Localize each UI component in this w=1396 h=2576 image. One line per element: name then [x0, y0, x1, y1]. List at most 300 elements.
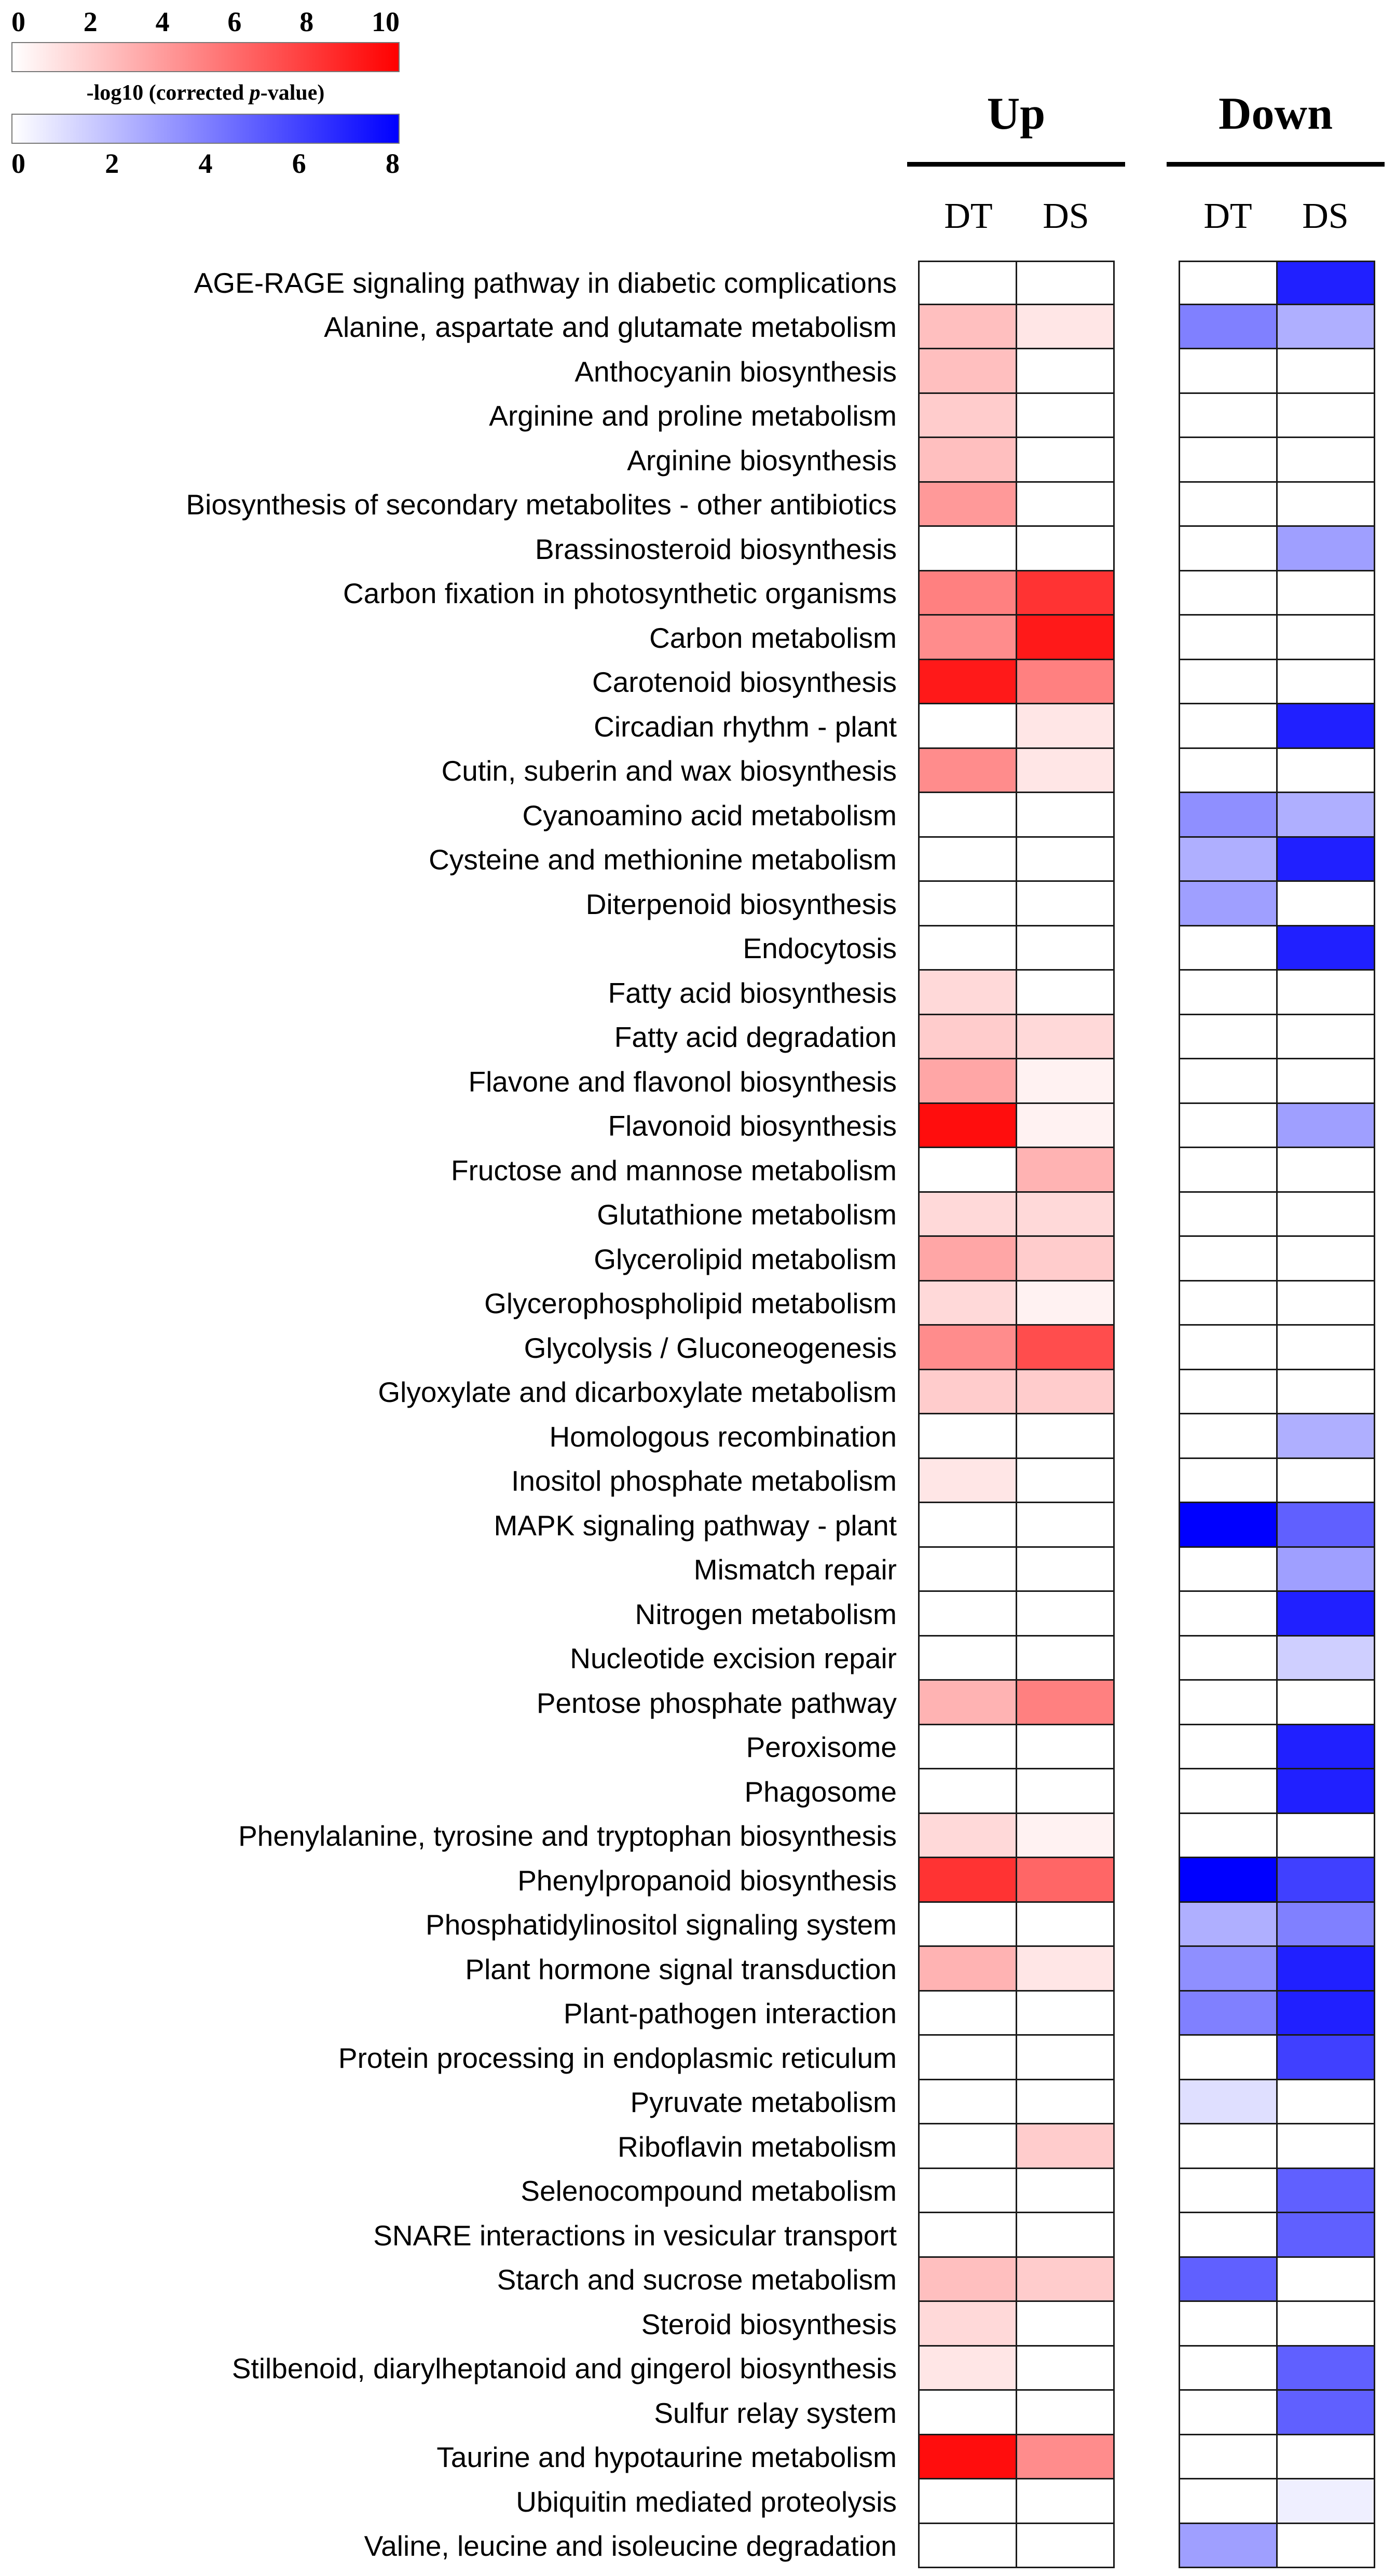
cell-down-ds [1278, 1992, 1375, 2036]
tick-label: 8 [386, 147, 400, 179]
cell-down-dt [1180, 1637, 1278, 1681]
colorbar-legend [11, 7, 400, 178]
up-cell-group [918, 704, 1115, 749]
pathway-label: Stilbenoid, diarylheptanoid and gingerol biosynthesis [231, 2352, 897, 2385]
cell-up-dt [920, 1282, 1017, 1326]
pathway-row [0, 2524, 1375, 2569]
up-cell-group [918, 1725, 1115, 1770]
cell-down-dt [1180, 1148, 1278, 1193]
cell-up-ds [1017, 1326, 1115, 1370]
cell-down-dt [1180, 2435, 1278, 2480]
down-cell-group [1179, 571, 1375, 616]
pathway-label: Anthocyanin biosynthesis [574, 355, 897, 388]
pathway-row [0, 1814, 1375, 1859]
down-cell-group [1179, 1903, 1375, 1947]
cell-down-ds [1278, 1903, 1375, 1947]
up-cell-group [918, 1548, 1115, 1592]
down-cell-group [1179, 2391, 1375, 2435]
pathway-label: Alanine, aspartate and glutamate metabolism [324, 311, 897, 344]
cell-up-ds [1017, 793, 1115, 838]
pathway-row [0, 1947, 1375, 1992]
cell-up-dt [920, 2347, 1017, 2391]
down-cell-group [1179, 2479, 1375, 2524]
cell-down-dt [1180, 1282, 1278, 1326]
down-cell-group [1179, 971, 1375, 1015]
pathway-label: Ubiquitin mediated proteolysis [516, 2485, 897, 2518]
column-header-up-dt: DT [944, 196, 993, 236]
pathway-label: Carbon metabolism [649, 621, 897, 654]
pathway-row [0, 2347, 1375, 2391]
cell-down-ds [1278, 2124, 1375, 2169]
cell-up-ds [1017, 2347, 1115, 2391]
down-cell-group [1179, 2435, 1375, 2480]
pathway-label: Glycolysis / Gluconeogenesis [524, 1331, 897, 1364]
cell-up-dt [920, 2124, 1017, 2169]
up-header-underline [907, 162, 1125, 167]
pathway-label: Cysteine and methionine metabolism [429, 843, 897, 876]
down-cell-group [1179, 1947, 1375, 1992]
down-cell-group [1179, 1282, 1375, 1326]
down-cell-group [1179, 616, 1375, 660]
pathway-row [0, 926, 1375, 971]
cell-down-dt [1180, 2347, 1278, 2391]
cell-down-dt [1180, 793, 1278, 838]
pathway-label: Flavone and flavonol biosynthesis [468, 1065, 897, 1098]
pathway-label: MAPK signaling pathway - plant [494, 1509, 897, 1542]
cell-up-dt [920, 2302, 1017, 2347]
cell-up-dt [920, 1548, 1017, 1592]
cell-up-dt [920, 1326, 1017, 1370]
pathway-row [0, 1903, 1375, 1947]
cell-up-ds [1017, 1903, 1115, 1947]
cell-up-dt [920, 660, 1017, 705]
cell-down-dt [1180, 704, 1278, 749]
cell-up-dt [920, 2435, 1017, 2480]
pathway-row [0, 2169, 1375, 2214]
cell-up-ds [1017, 926, 1115, 971]
up-cell-group [918, 1148, 1115, 1193]
pathway-row [0, 394, 1375, 439]
cell-down-dt [1180, 2080, 1278, 2125]
cell-up-ds [1017, 2169, 1115, 2214]
cell-down-ds [1278, 527, 1375, 571]
cell-up-dt [920, 1814, 1017, 1859]
up-cell-group [918, 2391, 1115, 2435]
cell-up-dt [920, 749, 1017, 794]
cell-down-dt [1180, 2213, 1278, 2258]
pathway-row [0, 1858, 1375, 1903]
up-cell-group [918, 394, 1115, 439]
cell-down-dt [1180, 2124, 1278, 2169]
tick-label: 4 [155, 6, 170, 37]
cell-up-dt [920, 1858, 1017, 1903]
pathway-row [0, 1148, 1375, 1193]
blue-colorbar [11, 114, 400, 144]
cell-down-dt [1180, 1814, 1278, 1859]
up-cell-group [918, 1903, 1115, 1947]
colorbar-label-p: p [249, 80, 261, 105]
cell-up-ds [1017, 1637, 1115, 1681]
down-cell-group [1179, 1637, 1375, 1681]
up-cell-group [918, 1059, 1115, 1104]
down-cell-group [1179, 483, 1375, 527]
cell-up-dt [920, 1104, 1017, 1149]
up-cell-group [918, 2302, 1115, 2347]
pathway-label: SNARE interactions in vesicular transport [373, 2219, 897, 2252]
up-cell-group [918, 2080, 1115, 2125]
pathway-label: Phenylalanine, tyrosine and tryptophan biosynthesis [238, 1820, 897, 1852]
cell-down-ds [1278, 394, 1375, 439]
pathway-row [0, 1992, 1375, 2036]
cell-up-ds [1017, 438, 1115, 483]
cell-up-ds [1017, 2124, 1115, 2169]
up-cell-group [918, 749, 1115, 794]
cell-down-ds [1278, 1237, 1375, 1282]
cell-down-dt [1180, 1947, 1278, 1992]
cell-down-dt [1180, 1592, 1278, 1637]
down-cell-group [1179, 2124, 1375, 2169]
pathway-row [0, 261, 1375, 305]
cell-down-ds [1278, 1148, 1375, 1193]
pathway-label: Phagosome [744, 1775, 897, 1808]
cell-up-ds [1017, 1282, 1115, 1326]
cell-down-dt [1180, 1681, 1278, 1725]
cell-up-dt [920, 2169, 1017, 2214]
cell-up-ds [1017, 749, 1115, 794]
pathway-label: Valine, leucine and isoleucine degradation [364, 2530, 897, 2563]
cell-up-dt [920, 1148, 1017, 1193]
cell-down-ds [1278, 1414, 1375, 1459]
cell-up-dt [920, 1414, 1017, 1459]
pathway-row [0, 1015, 1375, 1060]
cell-down-ds [1278, 2391, 1375, 2435]
up-cell-group [918, 527, 1115, 571]
pathway-row [0, 2036, 1375, 2080]
cell-down-dt [1180, 571, 1278, 616]
cell-up-dt [920, 2213, 1017, 2258]
cell-down-dt [1180, 749, 1278, 794]
pathway-label: Circadian rhythm - plant [594, 710, 897, 743]
cell-down-ds [1278, 1015, 1375, 1060]
pathway-row [0, 1548, 1375, 1592]
down-cell-group [1179, 349, 1375, 394]
cell-up-ds [1017, 2258, 1115, 2302]
cell-up-dt [920, 2080, 1017, 2125]
cell-down-ds [1278, 1725, 1375, 1770]
up-cell-group [918, 1104, 1115, 1149]
cell-down-dt [1180, 1503, 1278, 1548]
pathway-row [0, 1104, 1375, 1149]
cell-down-ds [1278, 1193, 1375, 1237]
cell-down-ds [1278, 1326, 1375, 1370]
cell-up-dt [920, 527, 1017, 571]
group-header-up [907, 89, 1125, 140]
cell-up-ds [1017, 1992, 1115, 2036]
down-cell-group [1179, 2524, 1375, 2569]
cell-down-ds [1278, 483, 1375, 527]
up-cell-group [918, 2169, 1115, 2214]
cell-down-dt [1180, 1992, 1278, 2036]
pathway-label: Fatty acid degradation [614, 1021, 897, 1054]
cell-up-dt [920, 838, 1017, 882]
pathway-label: Pyruvate metabolism [630, 2086, 897, 2119]
cell-up-dt [920, 1459, 1017, 1504]
pathway-label: Plant-pathogen interaction [563, 1997, 897, 2030]
cell-up-dt [920, 1503, 1017, 1548]
colorbar-label-prefix: -log10 (corrected [86, 80, 250, 105]
cell-up-ds [1017, 704, 1115, 749]
cell-down-ds [1278, 2524, 1375, 2569]
down-cell-group [1179, 2036, 1375, 2080]
tick-label: 6 [227, 6, 242, 37]
tick-label: 6 [292, 147, 306, 179]
cell-up-ds [1017, 1237, 1115, 1282]
cell-down-dt [1180, 971, 1278, 1015]
cell-up-dt [920, 1947, 1017, 1992]
down-cell-group [1179, 793, 1375, 838]
cell-down-dt [1180, 838, 1278, 882]
pathway-row [0, 2258, 1375, 2302]
cell-down-ds [1278, 2479, 1375, 2524]
up-cell-group [918, 882, 1115, 926]
down-cell-group [1179, 1414, 1375, 1459]
cell-down-ds [1278, 1858, 1375, 1903]
cell-up-ds [1017, 1104, 1115, 1149]
cell-down-ds [1278, 616, 1375, 660]
pathway-row [0, 2213, 1375, 2258]
cell-up-ds [1017, 1148, 1115, 1193]
cell-up-ds [1017, 1725, 1115, 1770]
cell-down-dt [1180, 1326, 1278, 1370]
cell-down-ds [1278, 838, 1375, 882]
cell-down-dt [1180, 1015, 1278, 1060]
up-cell-group [918, 616, 1115, 660]
up-cell-group [918, 1769, 1115, 1814]
pathway-row [0, 1059, 1375, 1104]
tick-label: 10 [371, 6, 400, 37]
pathway-label: Phosphatidylinositol signaling system [426, 1909, 897, 1941]
pathway-row [0, 971, 1375, 1015]
up-cell-group [918, 793, 1115, 838]
up-cell-group [918, 483, 1115, 527]
cell-down-ds [1278, 2435, 1375, 2480]
cell-up-ds [1017, 1858, 1115, 1903]
cell-up-dt [920, 1237, 1017, 1282]
down-cell-group [1179, 1814, 1375, 1859]
pathway-label: Starch and sucrose metabolism [497, 2264, 897, 2296]
cell-down-ds [1278, 1282, 1375, 1326]
pathway-row [0, 2302, 1375, 2347]
cell-down-ds [1278, 1548, 1375, 1592]
cell-down-dt [1180, 2479, 1278, 2524]
up-cell-group [918, 2479, 1115, 2524]
down-cell-group [1179, 1015, 1375, 1060]
tick-label: 0 [11, 147, 25, 179]
tick-label: 2 [105, 147, 119, 179]
pathway-row [0, 571, 1375, 616]
column-header-up-ds: DS [1043, 196, 1089, 236]
cell-up-ds [1017, 262, 1115, 305]
up-cell-group [918, 2347, 1115, 2391]
pathway-label: Brassinosteroid biosynthesis [535, 533, 897, 565]
cell-up-ds [1017, 1814, 1115, 1859]
cell-up-ds [1017, 2036, 1115, 2080]
cell-up-dt [920, 2391, 1017, 2435]
pathway-row [0, 1237, 1375, 1282]
pathway-label: Fructose and mannose metabolism [450, 1154, 897, 1187]
cell-up-ds [1017, 483, 1115, 527]
pathway-row [0, 1769, 1375, 1814]
up-cell-group [918, 571, 1115, 616]
up-cell-group [918, 1459, 1115, 1504]
blue-scale-ticks [11, 149, 400, 179]
cell-up-dt [920, 882, 1017, 926]
cell-up-ds [1017, 394, 1115, 439]
up-cell-group [918, 1947, 1115, 1992]
pathway-row [0, 438, 1375, 483]
down-cell-group [1179, 749, 1375, 794]
cell-up-ds [1017, 2524, 1115, 2569]
cell-up-ds [1017, 2213, 1115, 2258]
pathway-row [0, 704, 1375, 749]
cell-up-dt [920, 1903, 1017, 1947]
up-cell-group [918, 1592, 1115, 1637]
pathway-label: Carbon fixation in photosynthetic organisms [343, 577, 897, 610]
cell-down-ds [1278, 882, 1375, 926]
pathway-row [0, 2124, 1375, 2169]
pathway-label: Cyanoamino acid metabolism [522, 799, 897, 832]
down-cell-group [1179, 1326, 1375, 1370]
up-cell-group [918, 1326, 1115, 1370]
up-cell-group [918, 1992, 1115, 2036]
pathway-label: AGE-RAGE signaling pathway in diabetic complications [194, 266, 897, 299]
cell-up-ds [1017, 1015, 1115, 1060]
cell-up-dt [920, 1370, 1017, 1415]
cell-up-ds [1017, 305, 1115, 350]
down-header-underline [1167, 162, 1385, 167]
colorbar-label-suffix: -value) [260, 80, 325, 105]
up-header-label: Up [987, 89, 1046, 139]
cell-down-dt [1180, 394, 1278, 439]
cell-down-dt [1180, 660, 1278, 705]
up-cell-group [918, 926, 1115, 971]
pathway-row [0, 1681, 1375, 1725]
cell-up-ds [1017, 2435, 1115, 2480]
up-cell-group [918, 438, 1115, 483]
cell-down-ds [1278, 349, 1375, 394]
cell-up-ds [1017, 349, 1115, 394]
down-cell-group [1179, 1769, 1375, 1814]
down-cell-group [1179, 660, 1375, 705]
cell-up-ds [1017, 1459, 1115, 1504]
cell-up-dt [920, 2524, 1017, 2569]
cell-down-dt [1180, 1725, 1278, 1770]
down-cell-group [1179, 2347, 1375, 2391]
pathway-row [0, 1414, 1375, 1459]
cell-down-dt [1180, 438, 1278, 483]
cell-up-dt [920, 438, 1017, 483]
pathway-row [0, 305, 1375, 350]
cell-down-dt [1180, 1769, 1278, 1814]
cell-down-ds [1278, 262, 1375, 305]
cell-up-ds [1017, 660, 1115, 705]
up-cell-group [918, 660, 1115, 705]
pathway-label: Biosynthesis of secondary metabolites - other antibiotics [186, 488, 897, 521]
red-scale-ticks [11, 7, 400, 37]
cell-down-ds [1278, 1503, 1375, 1548]
pathway-row [0, 527, 1375, 571]
cell-down-ds [1278, 1947, 1375, 1992]
cell-up-ds [1017, 882, 1115, 926]
pathway-label: Nucleotide excision repair [570, 1642, 897, 1675]
pathway-row [0, 749, 1375, 794]
pathway-label: Peroxisome [746, 1731, 897, 1764]
cell-up-ds [1017, 2391, 1115, 2435]
cell-up-ds [1017, 1681, 1115, 1725]
up-cell-group [918, 2213, 1115, 2258]
cell-down-dt [1180, 349, 1278, 394]
cell-up-dt [920, 305, 1017, 350]
up-cell-group [918, 1282, 1115, 1326]
up-cell-group [918, 261, 1115, 305]
tick-label: 0 [11, 6, 25, 37]
up-cell-group [918, 1193, 1115, 1237]
cell-up-ds [1017, 1414, 1115, 1459]
down-cell-group [1179, 438, 1375, 483]
cell-down-ds [1278, 1637, 1375, 1681]
cell-up-ds [1017, 616, 1115, 660]
cell-down-dt [1180, 1059, 1278, 1104]
up-cell-group [918, 349, 1115, 394]
up-cell-group [918, 1858, 1115, 1903]
pathway-label: Taurine and hypotaurine metabolism [436, 2441, 897, 2474]
cell-down-dt [1180, 1548, 1278, 1592]
pathway-label: Fatty acid biosynthesis [608, 976, 897, 1009]
down-cell-group [1179, 1059, 1375, 1104]
cell-down-ds [1278, 2347, 1375, 2391]
cell-down-ds [1278, 660, 1375, 705]
pathway-label: Arginine biosynthesis [627, 444, 897, 476]
pathway-row [0, 838, 1375, 882]
cell-up-dt [920, 1015, 1017, 1060]
cell-down-dt [1180, 616, 1278, 660]
cell-up-ds [1017, 1503, 1115, 1548]
pathway-row [0, 349, 1375, 394]
cell-down-ds [1278, 2036, 1375, 2080]
cell-down-dt [1180, 2169, 1278, 2214]
down-cell-group [1179, 1681, 1375, 1725]
pathway-label: Carotenoid biosynthesis [592, 666, 897, 699]
pathway-row [0, 2080, 1375, 2125]
pathway-label: Glyoxylate and dicarboxylate metabolism [378, 1376, 897, 1409]
cell-up-ds [1017, 1592, 1115, 1637]
pathway-row [0, 1282, 1375, 1326]
cell-up-dt [920, 1592, 1017, 1637]
pathway-row [0, 2391, 1375, 2435]
cell-down-ds [1278, 793, 1375, 838]
pathway-row [0, 483, 1375, 527]
cell-down-ds [1278, 704, 1375, 749]
cell-down-ds [1278, 571, 1375, 616]
cell-down-dt [1180, 1193, 1278, 1237]
pathway-row [0, 1725, 1375, 1770]
tick-label: 8 [299, 6, 314, 37]
up-cell-group [918, 1814, 1115, 1859]
pathway-label: Pentose phosphate pathway [536, 1686, 897, 1719]
cell-down-ds [1278, 1370, 1375, 1415]
cell-up-dt [920, 1059, 1017, 1104]
pathway-row [0, 1592, 1375, 1637]
